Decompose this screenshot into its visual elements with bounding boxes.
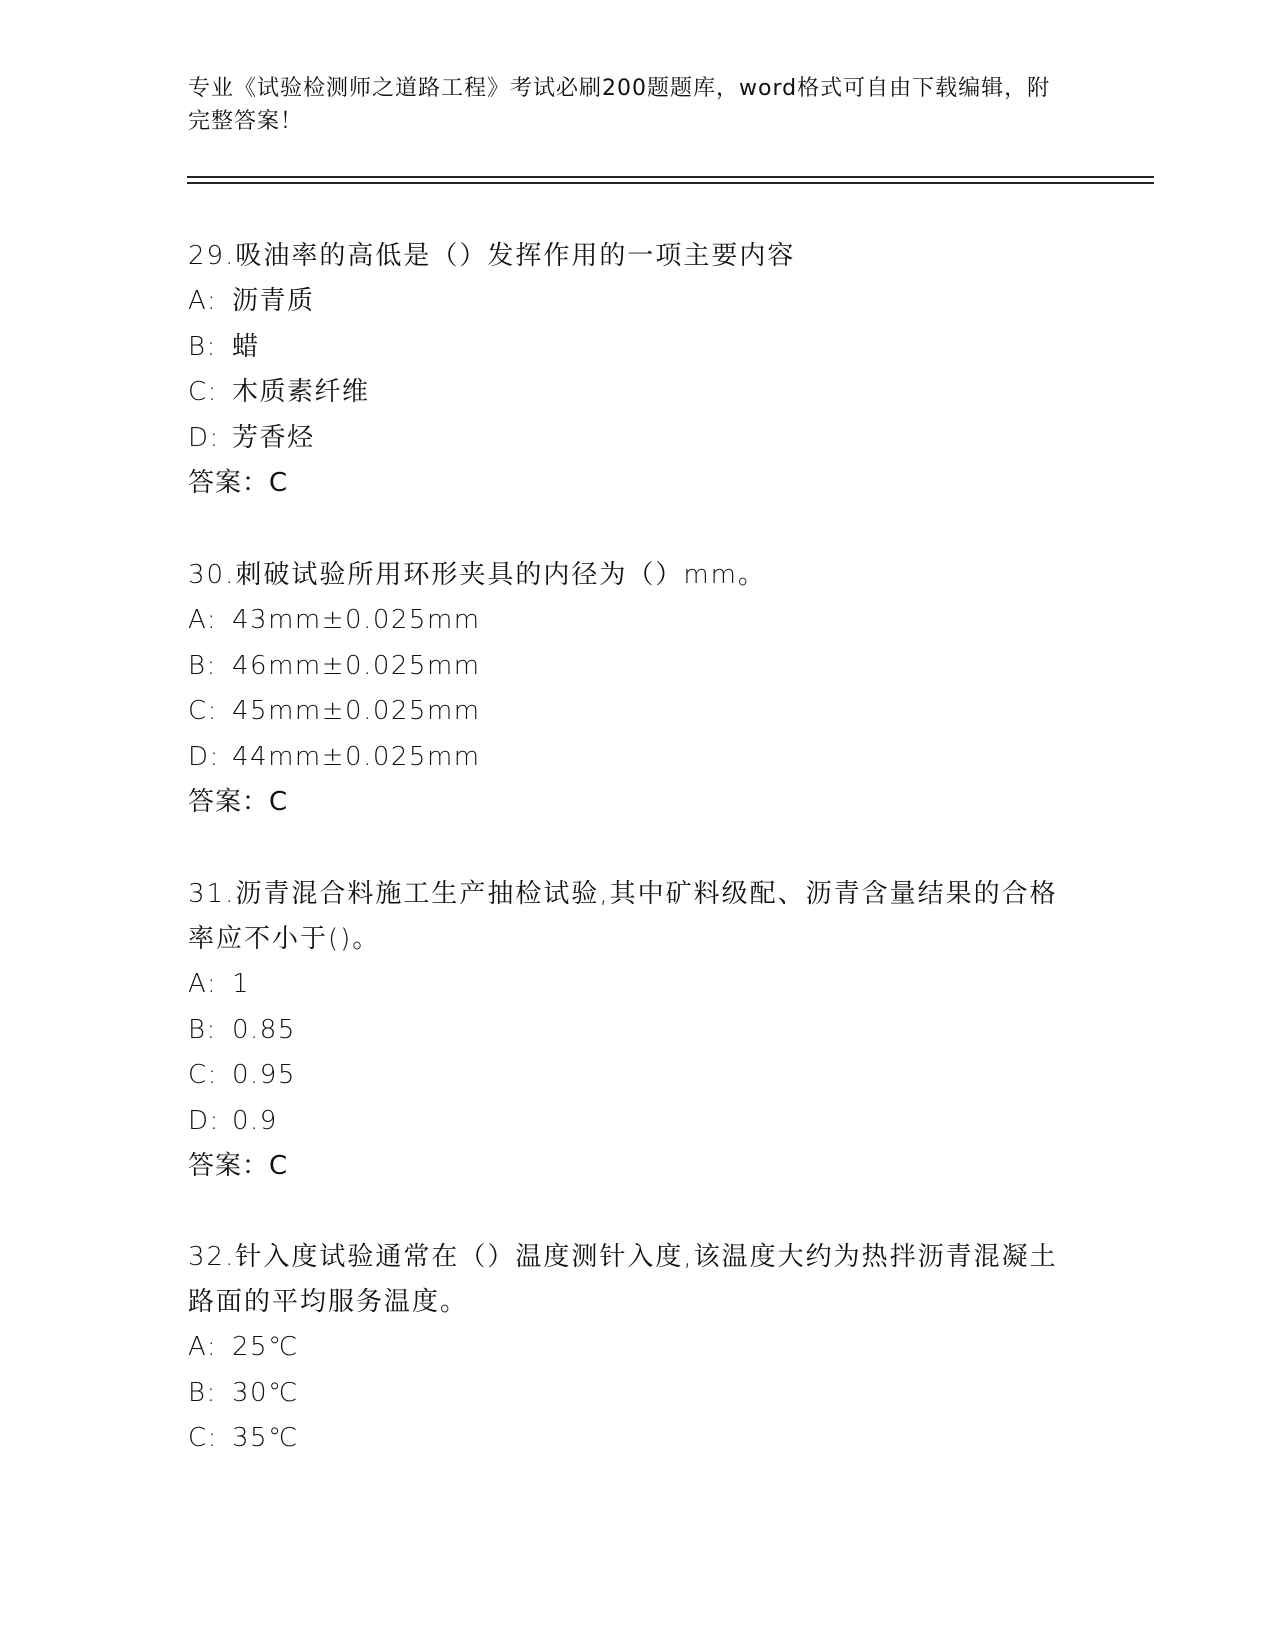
question-text: 31.沥青混合料施工生产抽检试验,其中矿料级配、沥青含量结果的合格率应不小于()。 (188, 879, 1058, 954)
option-key: C: (188, 1423, 218, 1453)
question-text: 29.吸油率的高低是（）发挥作用的一项主要内容 (188, 241, 796, 271)
option-text: 蜡 (232, 331, 260, 362)
option-key: A: (188, 1332, 218, 1362)
answer: 答案：C (188, 787, 289, 817)
header-divider-top (187, 176, 1154, 178)
option-a (188, 598, 1068, 644)
option-key: B: (188, 1014, 217, 1045)
option-text: 44mm±0.025mm (232, 741, 481, 772)
question-29 (188, 234, 1068, 506)
option-b (188, 1008, 1068, 1054)
option-key: A: (188, 605, 218, 635)
option-b (188, 644, 1068, 690)
option-text: 35℃ (232, 1423, 299, 1453)
option-c (188, 370, 1068, 416)
answer: 答案：C (188, 1151, 289, 1181)
question-30 (188, 553, 1068, 825)
question-31 (188, 872, 1068, 1189)
option-d (188, 735, 1068, 781)
option-text: 30℃ (232, 1377, 299, 1408)
option-text: 0.85 (232, 1014, 296, 1045)
option-key: C: (188, 377, 218, 407)
option-text: 0.9 (232, 1105, 278, 1136)
option-c (188, 1416, 1068, 1462)
option-c (188, 689, 1068, 735)
option-d (188, 1099, 1068, 1145)
option-text: 43mm±0.025mm (232, 605, 481, 635)
option-key: B: (188, 650, 217, 681)
option-key: D: (188, 1105, 220, 1136)
option-text: 46mm±0.025mm (232, 650, 481, 681)
document-header: 专业《试验检测师之道路工程》考试必刷200题题库，word格式可自由下载编辑，附完整答案！ (188, 76, 1051, 134)
option-key: B: (188, 1377, 217, 1408)
option-d (188, 416, 1068, 462)
question-text: 32.针入度试验通常在（）温度测针入度,该温度大约为热拌沥青混凝土路面的平均服务温度。 (188, 1242, 1058, 1317)
option-text: 0.95 (232, 1060, 296, 1090)
option-text: 25℃ (232, 1332, 299, 1362)
option-key: D: (188, 741, 220, 772)
option-a (188, 962, 1068, 1008)
option-b (188, 325, 1068, 371)
option-key: B: (188, 331, 217, 362)
answer: 答案：C (188, 468, 289, 498)
option-c (188, 1053, 1068, 1099)
question-text: 30.刺破试验所用环形夹具的内径为（）mm。 (188, 560, 767, 590)
option-text: 45mm±0.025mm (232, 696, 481, 726)
option-a (188, 279, 1068, 325)
option-a (188, 1325, 1068, 1371)
option-key: A: (188, 286, 218, 316)
option-text: 沥青质 (232, 286, 315, 316)
option-text: 1 (232, 969, 251, 999)
option-key: C: (188, 696, 218, 726)
header-divider-bottom (187, 182, 1154, 184)
option-text: 木质素纤维 (232, 377, 370, 407)
option-b (188, 1371, 1068, 1417)
option-key: D: (188, 422, 220, 453)
option-key: A: (188, 969, 218, 999)
option-text: 芳香烃 (232, 422, 315, 453)
question-32 (188, 1235, 1068, 1462)
option-key: C: (188, 1060, 218, 1090)
